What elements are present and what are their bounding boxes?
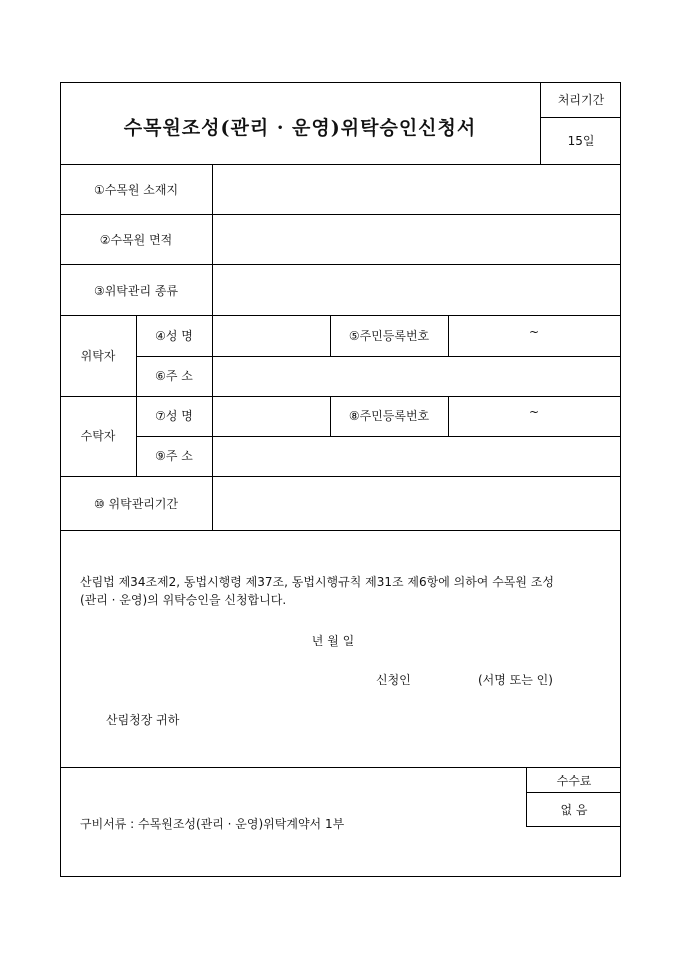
type-label: ③위탁관리 종류	[93, 284, 179, 298]
type-field[interactable]	[213, 265, 620, 315]
divider	[60, 315, 621, 316]
signature-label: (서명 또는 인)	[478, 673, 553, 687]
divider	[540, 117, 621, 118]
consignor-label: 위탁자	[80, 349, 116, 363]
divider	[448, 396, 449, 436]
consignor-address-field[interactable]	[213, 357, 620, 396]
trustee-id-field[interactable]: ~	[528, 405, 540, 419]
divider	[448, 315, 449, 356]
period-field[interactable]	[213, 477, 620, 530]
applicant-label: 신청인	[376, 673, 411, 687]
location-field[interactable]	[213, 165, 620, 214]
divider	[526, 826, 621, 827]
processing-period-label: 처리기간	[557, 93, 605, 107]
consignor-address-label: ⑥주 소	[155, 369, 193, 383]
divider	[330, 396, 331, 436]
consignor-name-field[interactable]	[213, 316, 330, 356]
location-label: ①수목원 소재지	[93, 183, 179, 197]
divider	[526, 767, 527, 826]
recipient: 산림청장 귀하	[106, 713, 180, 727]
form-title: 수목원조성(관리 · 운영)위탁승인신청서	[123, 117, 477, 139]
area-label: ②수목원 면적	[99, 233, 173, 247]
statement-line-1: 산림법 제34조제2, 동법시행령 제37조, 동법시행규칙 제31조 제6항에 의하여 수목원 조성	[80, 575, 554, 589]
trustee-address-field[interactable]	[213, 437, 620, 476]
area-field[interactable]	[213, 215, 620, 264]
period-label: ⑩ 위탁관리기간	[93, 497, 179, 511]
consignor-id-label: ⑤주민등록번호	[348, 329, 430, 343]
divider	[526, 792, 621, 793]
divider	[60, 767, 621, 768]
divider	[330, 315, 331, 356]
divider	[540, 82, 541, 164]
divider	[60, 530, 621, 531]
divider	[136, 315, 137, 476]
date-line: 년 월 일	[311, 634, 355, 648]
trustee-name-field[interactable]	[213, 397, 330, 436]
fee-value: 없 음	[560, 803, 588, 817]
processing-period-value: 15일	[567, 134, 595, 148]
consignor-id-field[interactable]: ~	[528, 325, 540, 339]
divider	[60, 396, 621, 397]
fee-label: 수수료	[556, 774, 592, 788]
statement-line-2: (관리 · 운영)의 위탁승인을 신청합니다.	[80, 593, 287, 607]
trustee-name-label: ⑦성 명	[155, 409, 193, 423]
trustee-label: 수탁자	[80, 429, 116, 443]
required-documents: 구비서류 : 수목원조성(관리 · 운영)위탁계약서 1부	[80, 817, 345, 831]
consignor-name-label: ④성 명	[155, 329, 193, 343]
trustee-id-label: ⑧주민등록번호	[348, 409, 430, 423]
trustee-address-label: ⑨주 소	[155, 449, 193, 463]
